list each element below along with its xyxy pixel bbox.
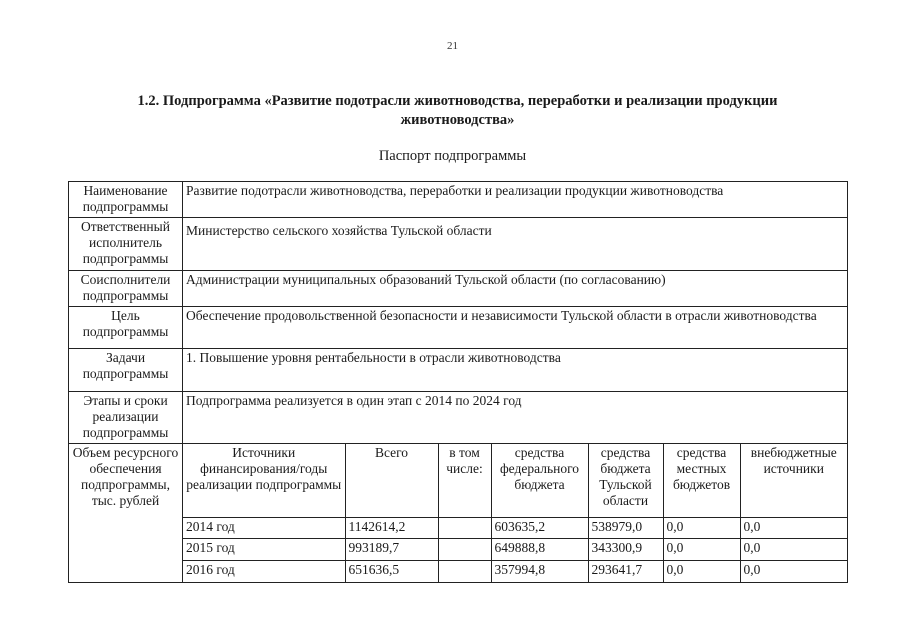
row-value: Развитие подотрасли животноводства, переработки и реализации продукции животноводства <box>183 182 848 218</box>
cell-federal: 649888,8 <box>491 538 588 560</box>
finance-row-2015 <box>183 538 847 560</box>
row-tasks <box>69 349 848 392</box>
header-including: в том числе: <box>438 444 491 517</box>
cell-extra: 0,0 <box>740 538 847 560</box>
finance-header-row <box>183 444 847 517</box>
cell-including <box>438 560 491 582</box>
header-regional: средства бюджета Тульской области <box>588 444 663 517</box>
row-label: Ответственный исполнитель подпрограммы <box>69 218 183 271</box>
cell-local: 0,0 <box>663 560 740 582</box>
heading-line-2: животноводства» <box>400 112 515 128</box>
row-label: Этапы и сроки реализации подпрограммы <box>69 392 183 444</box>
row-responsible <box>69 218 848 271</box>
cell-federal: 357994,8 <box>491 560 588 582</box>
cell-extra: 0,0 <box>740 517 847 538</box>
cell-extra: 0,0 <box>740 560 847 582</box>
row-value: Министерство сельского хозяйства Тульской области <box>183 218 848 271</box>
row-value: Администрации муниципальных образований Тульской области (по согласованию) <box>183 271 848 307</box>
row-label: Цель подпрограммы <box>69 307 183 349</box>
header-local: средства местных бюджетов <box>663 444 740 517</box>
cell-year: 2015 год <box>183 538 345 560</box>
row-name <box>69 182 848 218</box>
row-goal <box>69 307 848 349</box>
passport-table <box>68 181 848 583</box>
row-value: Обеспечение продовольственной безопасности и независимости Тульской области в отрасли животноводства <box>183 307 848 349</box>
cell-year: 2016 год <box>183 560 345 582</box>
finance-cell <box>183 444 848 583</box>
cell-total: 651636,5 <box>345 560 438 582</box>
header-total: Всего <box>345 444 438 517</box>
cell-including <box>438 538 491 560</box>
header-extrabudgetary: внебюджетные источники <box>740 444 847 517</box>
cell-regional: 293641,7 <box>588 560 663 582</box>
cell-regional: 538979,0 <box>588 517 663 538</box>
header-federal: средства федерального бюджета <box>491 444 588 517</box>
row-label: Задачи подпрограммы <box>69 349 183 392</box>
subprogram-heading <box>120 92 795 130</box>
finance-row-2016 <box>183 560 847 582</box>
heading-line-1: 1.2. Подпрограмма «Развитие подотрасли животноводства, переработки и реализации продукции <box>137 93 778 109</box>
cell-total: 993189,7 <box>345 538 438 560</box>
row-stages <box>69 392 848 444</box>
header-sources: Источники финансирования/годы реализации подпрограммы <box>183 444 345 517</box>
row-label: Наименование подпрограммы <box>69 182 183 218</box>
cell-federal: 603635,2 <box>491 517 588 538</box>
row-value: 1. Повышение уровня рентабельности в отрасли животноводства <box>183 349 848 392</box>
cell-including <box>438 517 491 538</box>
row-value: Подпрограмма реализуется в один этап с 2014 по 2024 год <box>183 392 848 444</box>
finance-label: Объем ресурсного обеспечения подпрограммы, тыс. рублей <box>69 444 183 583</box>
row-label: Соисполнители подпрограммы <box>69 271 183 307</box>
page-number: 21 <box>447 40 458 52</box>
row-finance <box>69 444 848 583</box>
cell-year: 2014 год <box>183 517 345 538</box>
passport-title: Паспорт подпрограммы <box>378 148 527 164</box>
finance-row-2014 <box>183 517 847 538</box>
row-co-executors <box>69 271 848 307</box>
cell-regional: 343300,9 <box>588 538 663 560</box>
finance-table <box>183 444 847 582</box>
cell-total: 1142614,2 <box>345 517 438 538</box>
cell-local: 0,0 <box>663 538 740 560</box>
cell-local: 0,0 <box>663 517 740 538</box>
